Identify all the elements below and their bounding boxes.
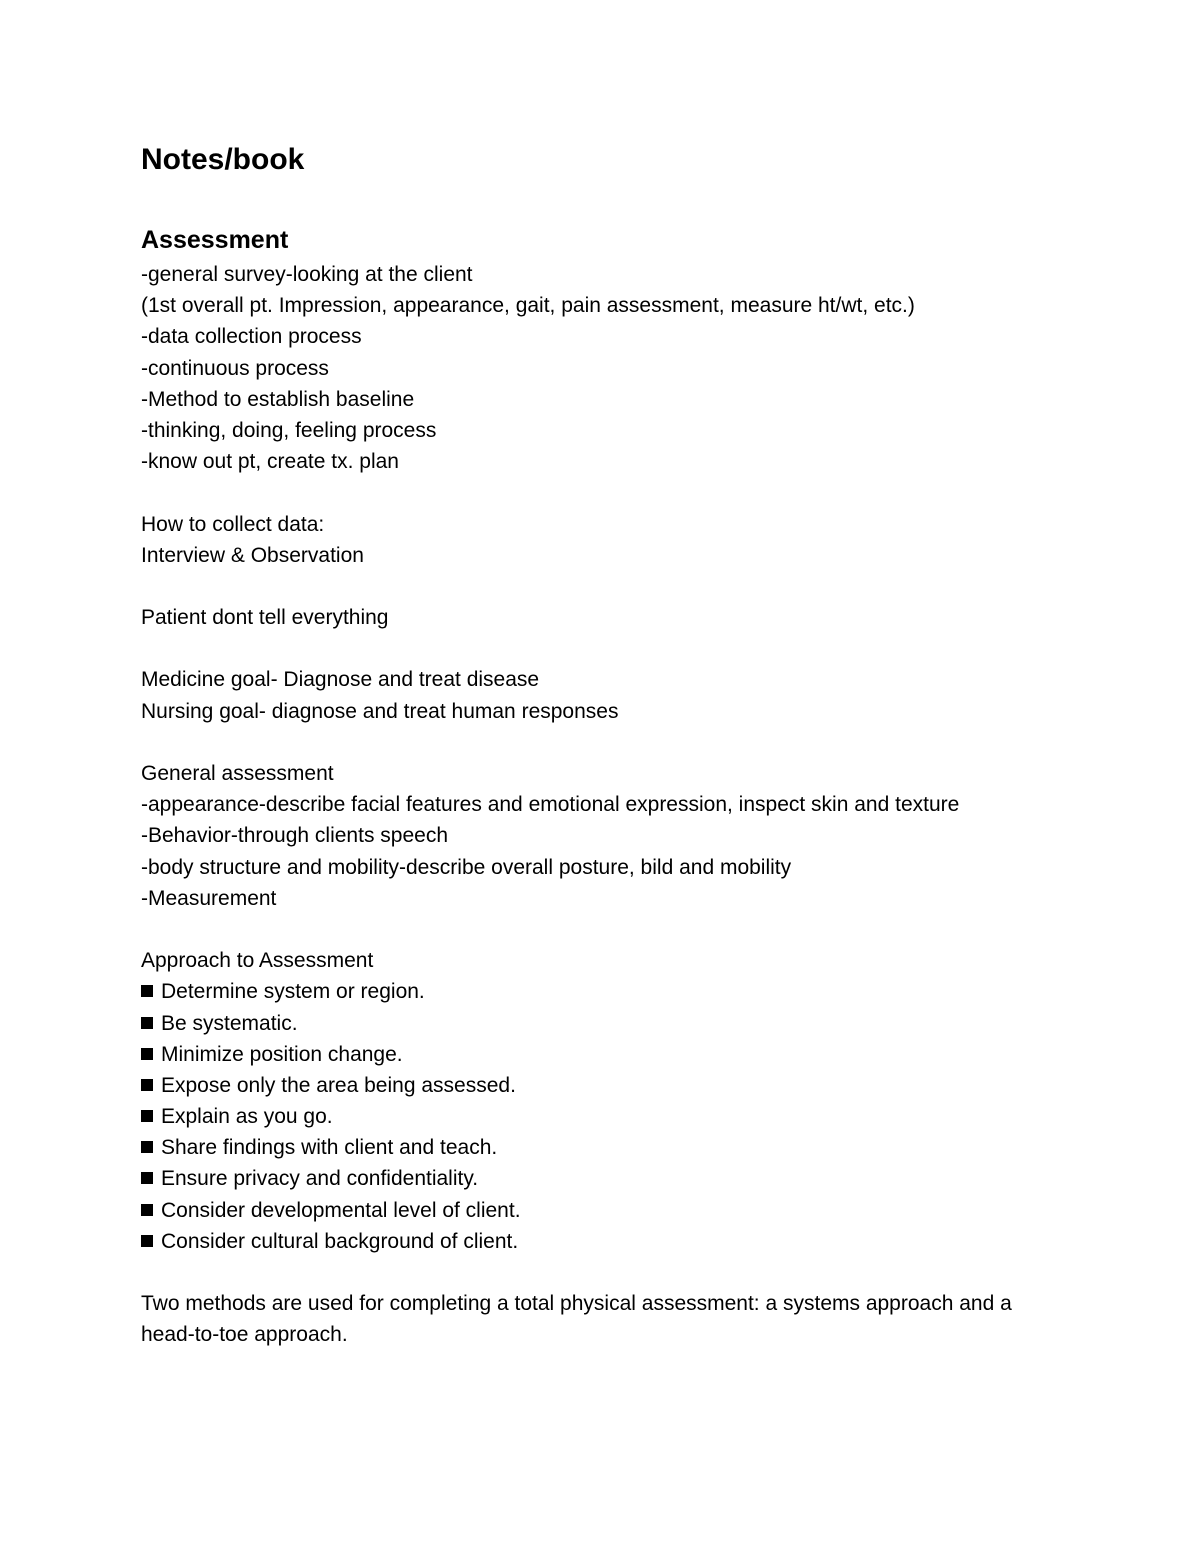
approach-item-text: Consider developmental level of client.: [161, 1198, 521, 1222]
square-bullet-icon: [141, 1141, 153, 1153]
approach-list-item: [141, 1132, 1101, 1163]
approach-item-text: Ensure privacy and confidentiality.: [161, 1167, 479, 1191]
spacer: [141, 571, 1101, 602]
square-bullet-icon: [141, 1172, 153, 1184]
square-bullet-icon: [141, 1048, 153, 1060]
assessment-line: (1st overall pt. Impression, appearance, gait, pain assessment, measure ht/wt, etc.): [141, 294, 915, 318]
approach-item-text: Minimize position change.: [161, 1042, 403, 1066]
approach-list-item: [141, 1163, 1101, 1194]
spacer: [141, 477, 1101, 508]
document-body: [141, 259, 1101, 1351]
collect-data-value: Interview & Observation: [141, 543, 364, 567]
assessment-line: -Method to establish baseline: [141, 387, 415, 411]
approach-item-text: Explain as you go.: [161, 1105, 333, 1129]
square-bullet-icon: [141, 1110, 153, 1122]
spacer: [141, 633, 1101, 664]
approach-item-text: Share findings with client and teach.: [161, 1136, 498, 1160]
methods-paragraph: Two methods are used for completing a total physical assessment: a systems approach and a head-to-toe approach.: [141, 1292, 1012, 1347]
approach-item-text: Expose only the area being assessed.: [161, 1073, 516, 1097]
goal-line-medicine: Medicine goal- Diagnose and treat disease: [141, 668, 540, 692]
spacer: [141, 914, 1101, 945]
square-bullet-icon: [141, 985, 153, 997]
general-assessment-item: -body structure and mobility-describe overall posture, bild and mobility: [141, 855, 792, 879]
approach-list-item: [141, 1195, 1101, 1226]
assessment-line: -data collection process: [141, 325, 362, 349]
approach-list-item: [141, 1039, 1101, 1070]
general-assessment-item: -appearance-describe facial features and emotional expression, inspect skin and texture: [141, 793, 960, 817]
assessment-line: -continuous process: [141, 356, 329, 380]
approach-list-item: [141, 1101, 1101, 1132]
square-bullet-icon: [141, 1235, 153, 1247]
square-bullet-icon: [141, 1017, 153, 1029]
approach-list-item: [141, 1226, 1101, 1257]
approach-list-item: [141, 976, 1101, 1007]
approach-item-text: Be systematic.: [161, 1011, 298, 1035]
approach-heading: Approach to Assessment: [141, 949, 374, 973]
approach-item-text: Consider cultural background of client.: [161, 1229, 519, 1253]
general-assessment-heading: General assessment: [141, 762, 334, 785]
square-bullet-icon: [141, 1204, 153, 1216]
approach-item-text: Determine system or region.: [161, 980, 425, 1004]
assessment-line: -general survey-looking at the client: [141, 263, 473, 286]
collect-data-label: How to collect data:: [141, 512, 325, 536]
approach-list-item: [141, 1070, 1101, 1101]
general-assessment-item: -Measurement: [141, 886, 277, 910]
assessment-line: -thinking, doing, feeling process: [141, 418, 437, 442]
approach-list-item: [141, 1008, 1101, 1039]
spacer: [141, 1257, 1101, 1288]
spacer: [141, 727, 1101, 758]
general-assessment-item: -Behavior-through clients speech: [141, 824, 449, 848]
page-title: Notes/book: [141, 143, 305, 176]
assessment-line: -know out pt, create tx. plan: [141, 450, 399, 474]
goal-line-nursing: Nursing goal- diagnose and treat human responses: [141, 699, 619, 723]
section-heading-assessment: Assessment: [141, 226, 289, 254]
square-bullet-icon: [141, 1079, 153, 1091]
patient-note: Patient dont tell everything: [141, 606, 389, 630]
